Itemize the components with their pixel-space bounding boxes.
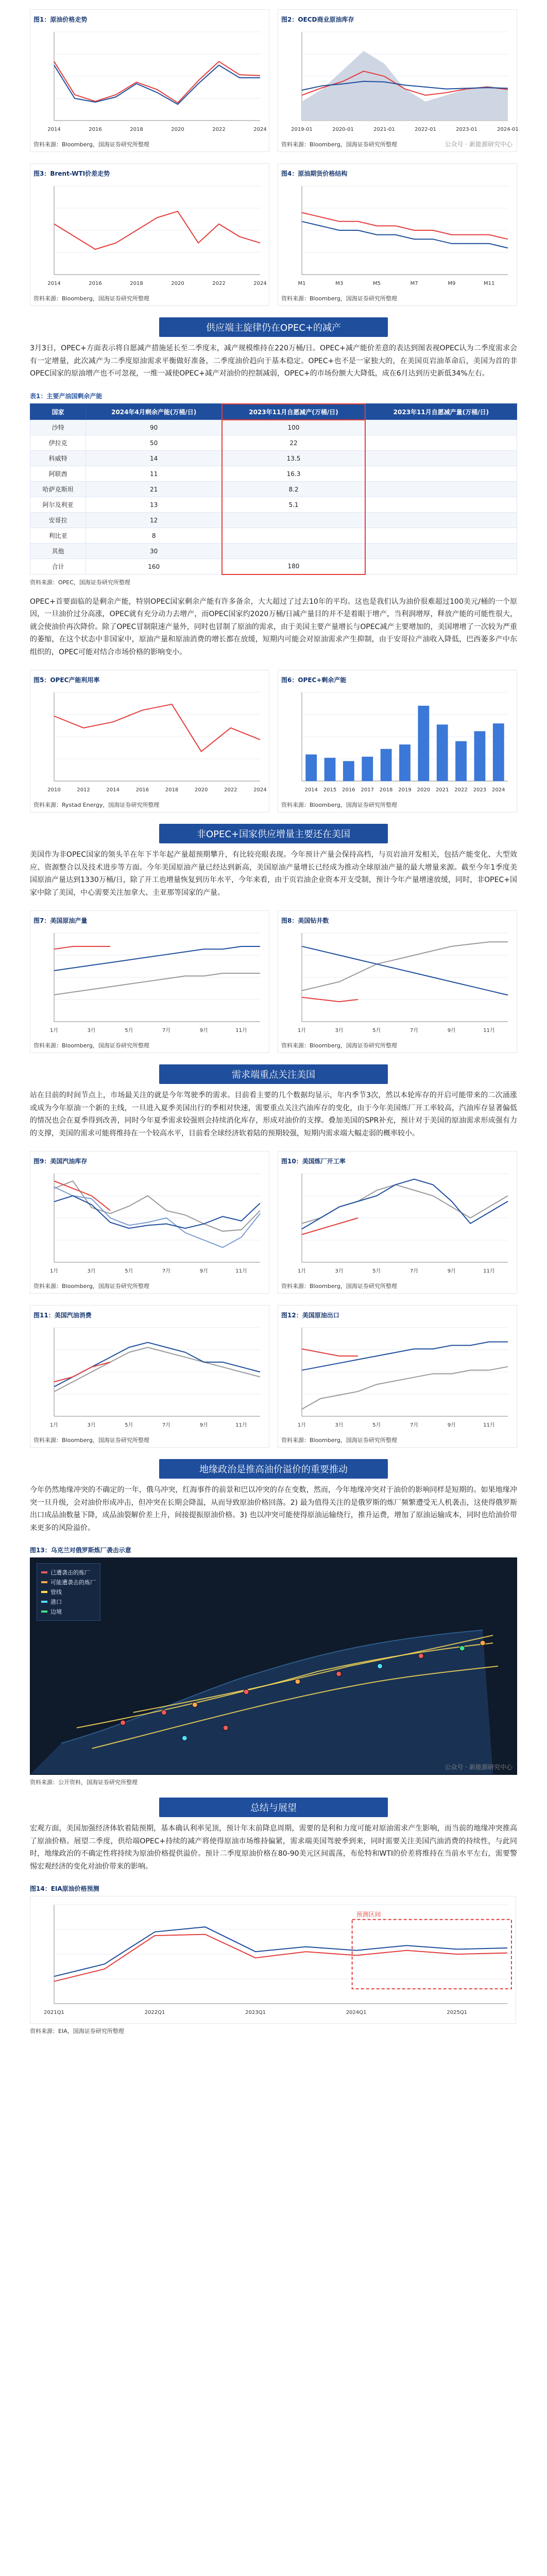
section-title: 供应端主旋律仍在OPEC+的减产 [159,317,388,337]
x-tick-label: 5月 [125,1422,133,1428]
section-title: 地缘政治是推高油价溢价的重要推动 [159,1459,388,1479]
x-tick-label: 2022 [212,127,226,132]
chart-source: 资料来源：Bloomberg，国海证券研究所整理 [281,1437,397,1444]
x-tick-label: 7月 [409,1268,419,1274]
watermark: 公众号 · 新能源研究中心 [445,141,512,148]
x-tick-label: 2016 [89,127,102,132]
table-cell: 16.3 [222,466,365,482]
final-chart-card [30,1896,516,2024]
line-chart [33,1900,512,2018]
section-title: 总结与展望 [159,1798,388,1817]
x-tick-label: 2022 [224,787,237,793]
chart-source: 资料来源：Bloomberg，国海证券研究所整理 [281,1283,397,1290]
map-point [223,1725,228,1731]
x-tick-label: 2023Q1 [245,2010,266,2015]
map-point [244,1689,249,1694]
map-point [182,1736,187,1741]
table-row [30,482,517,497]
chart-title: 图2：OECD商业原油库存 [281,16,354,23]
table-cell: 30 [86,544,223,559]
chart-source: 资料来源：Bloomberg，国海证券研究所整理 [281,295,397,302]
table-cell: 12 [86,513,223,528]
table-row [30,420,517,435]
map-point [192,1702,197,1707]
table-cell: 阿联酋 [30,466,86,482]
x-tick-label: M3 [335,281,344,286]
x-tick-label: 3月 [87,1028,96,1033]
x-tick-label: 2024 [492,787,505,793]
map-point [459,1646,465,1651]
chart-source: 资料来源：Bloomberg，国海证券研究所整理 [33,295,149,302]
chart-card-top-left [30,9,269,152]
x-tick-label: 3月 [87,1268,96,1274]
x-tick-label: 2019-01 [291,127,313,132]
watermark: 公众号 · 新能源研究中心 [445,1764,512,1771]
table-cell [365,435,517,451]
table-cell: 160 [86,559,223,574]
x-tick-label: 2020 [171,127,184,132]
chart-card-top2-left [30,163,269,306]
x-tick-label: 2016 [89,281,102,286]
section-title: 需求端重点关注美国 [159,1064,388,1084]
x-tick-label: 2022 [454,787,468,793]
table-cell: 安哥拉 [30,513,86,528]
x-tick-label: 2020 [171,281,184,286]
table-row [30,435,517,451]
line-chart [281,928,513,1036]
chart-source: 资料来源：Rystad Energy，国海证券研究所整理 [33,802,160,808]
x-tick-label: 2023 [473,787,487,793]
chart-card-mid2-right [278,910,517,1053]
table-cell: 180 [222,559,365,574]
x-tick-label: 2024 [253,787,267,793]
x-tick-label: 5月 [125,1028,133,1033]
x-tick-label: 2021Q1 [44,2010,64,2015]
table-cell: 8.2 [222,482,365,497]
col-header: 2024年4月剩余产能(万桶/日) [86,404,223,420]
x-tick-label: 2018 [379,787,393,793]
table-cell [222,528,365,544]
line-chart [33,1168,265,1277]
bar [362,757,373,781]
data-table [30,403,517,575]
table-cell: 沙特 [30,420,86,435]
chart-card-top2-right [278,163,517,306]
x-tick-label: 2020 [417,787,431,793]
chart-card-mid4-left [30,1305,269,1448]
table-cell: 5.1 [222,497,365,513]
x-tick-label: 3月 [87,1422,96,1428]
chart-title: 图4：原油期货价格结构 [281,170,348,177]
x-tick-label: 1月 [297,1422,306,1428]
x-tick-label: 11月 [235,1268,248,1274]
table-row [30,559,517,574]
map-point [418,1653,423,1658]
table-cell: 14 [86,451,223,466]
paragraph: 3月3日，OPEC+方面表示将自愿减产措施延长至二季度末，减产规模维持在220万桶/日。OPEC+减产能价差意的表达到图表视OPEC认为二季度需求会有一定增量，此次减产为二季度原油需求平衡做好准备，二季度油价趋向于基本稳定。OPEC+也不是一家独大的，在美国页岩油革命后，美国为首的非OPEC国家的原油增产也不可忽视，一维一减使OPEC+减产对油价的控制减弱，OPEC+的市场份额大大降低，成在6月达到历史新低34%左右。 [30,344,517,378]
paragraph: 宏观方面，美国加强经济体软着陆预期，基本确认利率见顶，预计年末前降息周期，需要的是利和力度可能对原油需求产生影响，而当前的地缘冲突推高了原油价格。展望二季度，供给端OPEC+持续的减产将使得原油市场维持偏紧，需求端美国驾驶季到来，同时需要关注美国汽油消费的持续性，与此同时，地缘政治的不确定性将持续为原油价格提供溢价。预计二季度原油价格在80-90美元区间震荡，布伦特和WTI的价差将维持在当前水平左右，需要警惕宏观经济的变化对油价带来的影响。 [30,1824,517,1871]
table-cell [365,544,517,559]
table-cell: 8 [86,528,223,544]
line-chart [281,1323,513,1431]
paragraph: 今年仍然地缘冲突的不确定的一年，俄乌冲突，红海事件的前景和巴以冲突的存在变数，然而，今年地缘冲突对于油价的影响同样是短期的。如果地缘冲突一旦升级，会对油价形成冲击，但冲突在长期会降温，从而导致原油价格回落。2) 最为值得关注的是俄罗斯的炼厂频繁遭受无人机袭击，这使得俄罗斯出口成品油数量下降，成品油裂解价差上升，间接提振原油价格。3) 也以冲突可能使得原油运输绕行，推升运费，增加了原油运输成本，同时也给油价带来更多的风险溢价。 [30,1486,517,1532]
x-tick-label: 2024 [253,127,267,132]
x-tick-label: 9月 [199,1422,209,1428]
bar [493,723,504,781]
x-tick-label: 2020 [194,787,208,793]
chart-title: 图12：美国原油出口 [281,1312,339,1319]
table-cell [365,482,517,497]
x-tick-label: 2014 [304,787,318,793]
bar [418,706,429,781]
table-cell [365,513,517,528]
chart-title: 图14：EIA原油价格预测 [30,1885,99,1892]
x-tick-label: 9月 [447,1028,456,1033]
x-tick-label: 2015 [323,787,337,793]
bar [437,724,448,781]
x-tick-label: M1 [298,281,306,286]
callout-label: 预测区间 [356,1911,381,1919]
table-cell [365,420,517,435]
x-tick-label: 1月 [49,1028,59,1033]
x-tick-label: 5月 [125,1268,133,1274]
x-tick-label: 1月 [49,1268,59,1274]
x-tick-label: 2024 [253,281,267,286]
line-chart [33,27,265,135]
x-tick-label: 2025Q1 [447,2010,468,2015]
x-tick-label: 2018 [130,281,143,286]
x-tick-label: 5月 [372,1268,381,1274]
x-tick-label: 1月 [49,1422,59,1428]
x-tick-label: 2017 [361,787,374,793]
map-source: 资料来源：公开资料，国海证券研究所整理 [30,1779,138,1786]
table-title: 表1：主要产油国剩余产能 [30,392,102,400]
paragraph: 站在目前的时间节点上，市场最关注的就是今年驾驶季的需求。目前看主要的几个数据均显示，年内季节3次，然以本轮库存的开启可能带来的二次涌涨或成为今年原油一个新的主线，一旦进入夏季美国出行的季相对快速，需要重点关注汽油库存的变化，由于今年美国炼厂开工率较高，汽油库存显著偏低的情况也会在夏季得到改善，同时今年夏季需求较强则会持续消化库存，形成对油价的支撑。叠加美国的SPR补充，预计对于美国的原油需求形成强有力的支撑，美国的需求可能将维持在一个较高水平，目前看全球经济软着陆的预期较强，短期内需求端大幅走弱的概率较小。 [30,1091,517,1138]
table-row [30,451,517,466]
chart-title: 图8：美国钻井数 [281,917,329,924]
chart-title: 图11：美国汽油消费 [33,1312,92,1319]
table-row [30,544,517,559]
area-chart [281,27,519,135]
x-tick-label: M5 [372,281,381,286]
table-row [30,497,517,513]
chart-card-top-right [278,9,517,152]
chart-card-mid2-left [30,910,269,1053]
col-header: 2023年11月自愿减产量(万桶/日) [365,404,517,420]
map-point [161,1710,166,1715]
table-cell: 伊拉克 [30,435,86,451]
x-tick-label: M9 [448,281,456,286]
x-tick-label: 9月 [199,1268,209,1274]
line-chart [33,928,265,1036]
x-tick-label: 2019 [398,787,412,793]
x-tick-label: 2016 [135,787,149,793]
chart-source: 资料来源：Bloomberg，国海证券研究所整理 [281,802,397,808]
chart-title: 图3：Brent-WTI价差走势 [33,170,110,177]
table-cell: 科威特 [30,451,86,466]
x-tick-label: M7 [410,281,418,286]
table-cell [365,528,517,544]
table-cell: 利比亚 [30,528,86,544]
x-tick-label: 2018 [165,787,179,793]
legend-item: 港口 [41,1598,96,1606]
table-cell [365,466,517,482]
map-point [121,1720,126,1725]
x-tick-label: 1月 [297,1268,306,1274]
map-svg [30,1558,517,1774]
table-cell: 其他 [30,544,86,559]
bar [381,749,392,781]
map-point [480,1640,485,1646]
x-tick-label: 9月 [447,1268,456,1274]
chart-card-mid1-left [30,670,269,812]
chart-title: 图10：美国炼厂开工率 [281,1158,346,1165]
chart-card-mid4-right [278,1305,517,1448]
x-tick-label: 2014 [47,127,61,132]
x-tick-label: 7月 [162,1422,171,1428]
x-tick-label: 2022 [212,281,226,286]
bar [474,731,486,781]
x-tick-label: 2010 [47,787,61,793]
map-legend [37,1563,100,1621]
table-row [30,513,517,528]
chart-source: 资料来源：EIA，国海证券研究所整理 [30,2028,124,2035]
x-tick-label: M11 [483,281,495,286]
chart-title: 图7：美国原油产量 [33,917,88,924]
chart-title: 图6：OPEC+剩余产能 [281,676,347,684]
table-row [30,528,517,544]
table-cell: 100 [222,420,365,435]
table-cell [222,544,365,559]
bar [399,744,411,781]
table-cell: 哈萨克斯坦 [30,482,86,497]
table-cell: 50 [86,435,223,451]
x-tick-label: 1月 [297,1028,306,1033]
x-tick-label: 11月 [483,1028,495,1033]
legend-item: 已遭袭击的炼厂 [41,1568,96,1577]
x-tick-label: 2022-01 [415,127,436,132]
x-tick-label: 7月 [162,1268,171,1274]
map-point [336,1671,341,1676]
map [30,1557,517,1775]
x-tick-label: 3月 [335,1422,344,1428]
bar [343,761,354,781]
line-chart [281,181,513,289]
x-tick-label: 2021-01 [373,127,395,132]
section-title: 非OPEC+国家供应增量主要还在美国 [159,824,388,843]
x-tick-label: 2022Q1 [144,2010,165,2015]
x-tick-label: 2024-01 [497,127,519,132]
x-tick-label: 11月 [483,1268,495,1274]
x-tick-label: 2018 [130,127,143,132]
table-cell [222,513,365,528]
table-cell: 90 [86,420,223,435]
x-tick-label: 9月 [199,1028,209,1033]
table-cell: 13 [86,497,223,513]
bar-chart [281,687,513,795]
col-header: 国家 [30,404,86,420]
table-cell: 13.5 [222,451,365,466]
map-title: 图13：乌克兰对俄罗斯炼厂袭击示意 [30,1547,131,1554]
map-point [295,1679,300,1684]
x-tick-label: 11月 [235,1028,248,1033]
table-cell [365,497,517,513]
paragraph: 美国作为非OPEC国家的领头羊在年下半年起产量超预期攀升，有比较亮眼表现。今年预计产量会保持高档，与页岩油开发相关，包括产能变化、大型效应、资源整合以及技术进步等方面。今年美国原油产量已经达到新高，美国原油产量增长已经成为推动全球原油产量的最大增量来源。截至今年1季度美国原油产量达到1330万桶/日，除了开工也增量恢复到历年水平，今年来看，由于页岩油企业资本开支受制，预计今年产量增速放缓，同时，非OPEC+国家中除了美国，中心需要关注加拿大、圭亚那等国家的产量。 [30,851,517,897]
chart-card-mid3-left [30,1151,269,1294]
table-cell [365,451,517,466]
legend-item: 可能遭袭击的炼厂 [41,1578,96,1586]
table-cell: 阿尔及利亚 [30,497,86,513]
line-chart [33,687,265,795]
bar [324,758,336,781]
table-source: 资料来源：OPEC，国海证券研究所整理 [30,579,130,586]
x-tick-label: 2024Q1 [346,2010,367,2015]
bar [455,741,467,781]
x-tick-label: 2014 [106,787,120,793]
legend-item: 边境 [41,1607,96,1616]
chart-source: 资料来源：Bloomberg，国海证券研究所整理 [281,141,397,148]
chart-card-mid1-right [278,670,517,812]
chart-title: 图5：OPEC产能利用率 [33,676,100,684]
x-tick-label: 2023-01 [456,127,477,132]
x-tick-label: 2020-01 [332,127,354,132]
x-tick-label: 7月 [409,1028,419,1033]
x-tick-label: 2021 [436,787,449,793]
x-tick-label: 2016 [342,787,355,793]
chart-source: 资料来源：Bloomberg，国海证券研究所整理 [33,1042,149,1049]
col-header-emphasis: 2023年11月自愿减产(万桶/日) [222,404,365,420]
line-chart [281,1168,513,1277]
chart-source: 资料来源：Bloomberg，国海证券研究所整理 [33,1283,149,1290]
x-tick-label: 3月 [335,1268,344,1274]
chart-card-mid3-right [278,1151,517,1294]
table-row [30,466,517,482]
x-tick-label: 2014 [47,281,61,286]
x-tick-label: 2012 [77,787,90,793]
table-block [30,392,517,586]
chart-source: 资料来源：Bloomberg，国海证券研究所整理 [281,1042,397,1049]
table-cell [365,559,517,574]
chart-source: 资料来源：Bloomberg，国海证券研究所整理 [33,1437,149,1444]
x-tick-label: 9月 [447,1422,456,1428]
table-cell: 22 [222,435,365,451]
table-cell: 合计 [30,559,86,574]
bar [305,754,317,781]
chart-title: 图1：原油价格走势 [33,16,88,23]
paragraph: OPEC+首要面临的是剩余产能，特别OPEC国家剩余产能有许多备余，大大超过了过去10年的平均。这也是我们认为油价很难超过100美元/桶的一个原因，一旦油价过分高涨，OPEC就有充分动力去增产，而OPEC国家约2020万桶/日减产量目的并不是着眼于增产，当利润增厚，释放产能的可能性很大，就会使油价再次降价。除了OPEC冒制限速产量外，同时也冒制了原油的需求，由于美国主要产量增长与OPEC减产主要增加的，美国增增了一次较为严重的萎缩，在这个状态中非国家中，原油产量和原油消费的增长都在放缓，短期内可能会对原油需求产生抑制，由于安哥拉产油收入降低，巴西萎多产中东组织的，OPEC可能对结合市场价格的影响变小。 [30,597,517,656]
table-cell: 21 [86,482,223,497]
table-cell: 11 [86,466,223,482]
chart-title: 图9：美国汽油库存 [33,1158,88,1165]
x-tick-label: 5月 [372,1422,381,1428]
line-chart [33,1323,265,1431]
x-tick-label: 11月 [235,1422,248,1428]
chart-source: 资料来源：Bloomberg，国海证券研究所整理 [33,141,149,148]
x-tick-label: 3月 [335,1028,344,1033]
x-tick-label: 7月 [162,1028,171,1033]
x-tick-label: 7月 [409,1422,419,1428]
x-tick-label: 5月 [372,1028,381,1033]
x-tick-label: 11月 [483,1422,495,1428]
line-chart [33,181,265,289]
legend-item: 管线 [41,1588,96,1596]
map-point [378,1664,383,1669]
